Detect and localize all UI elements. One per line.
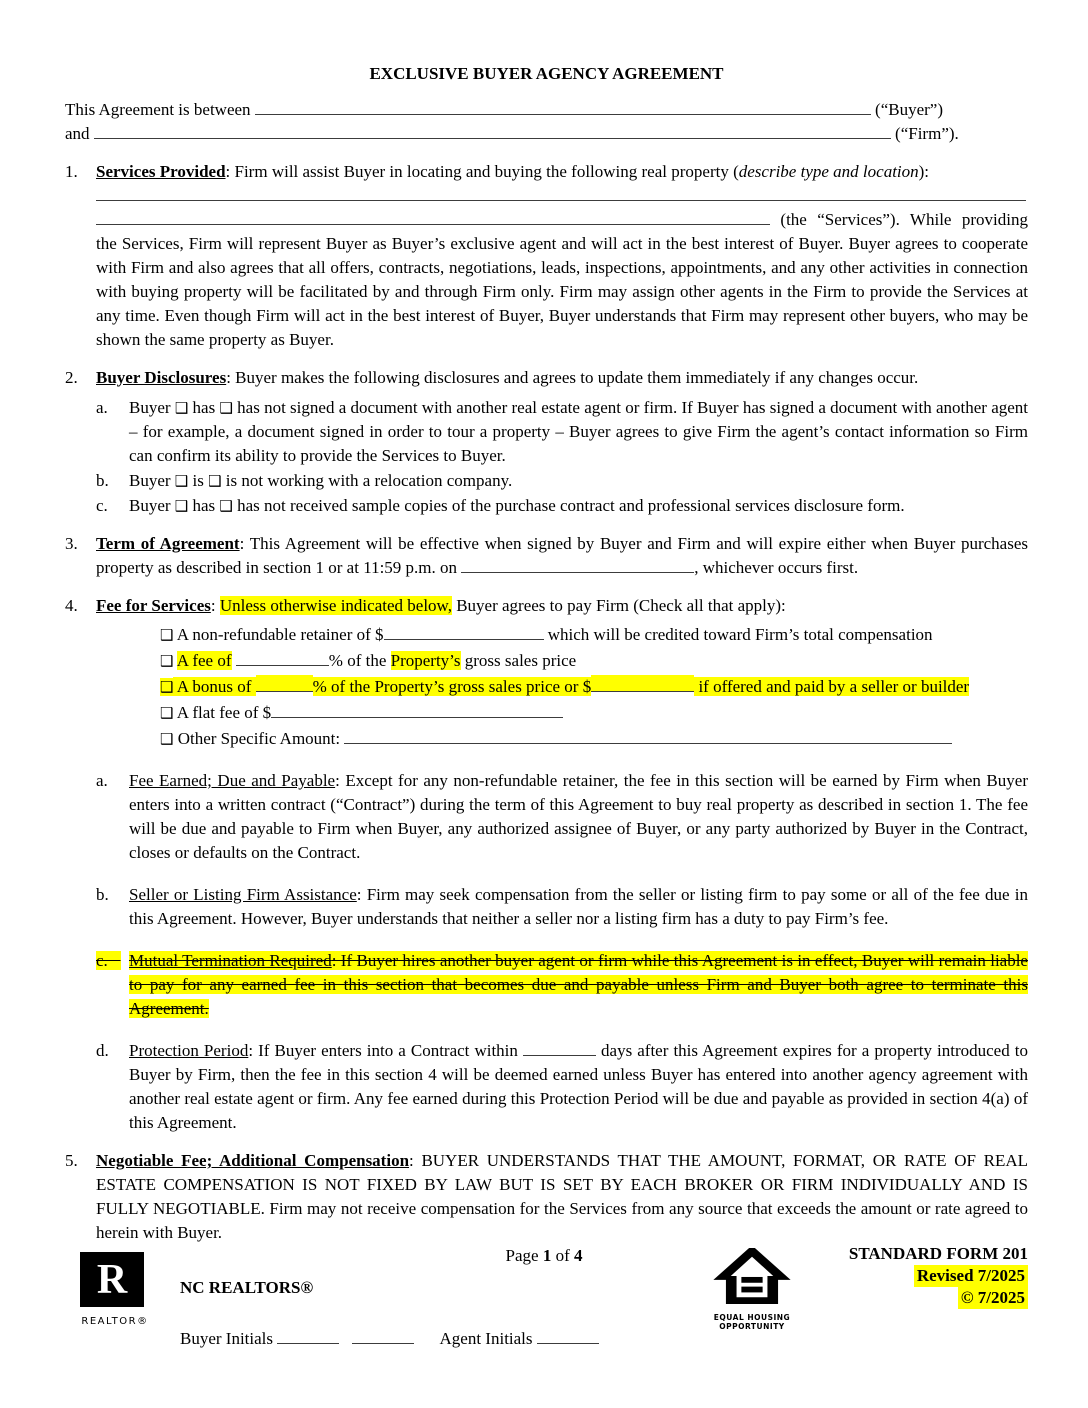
section-4-fee-for-services — [65, 594, 1028, 1135]
text-run: a. — [96, 771, 108, 790]
text-run: Agent Initials — [414, 1329, 537, 1348]
disclosure-item-a — [96, 396, 1028, 468]
section-5-negotiable-fee — [65, 1149, 1028, 1245]
text-run: A non-refundable retainer of $ — [173, 625, 384, 644]
document-title: EXCLUSIVE BUYER AGENCY AGREEMENT — [369, 64, 724, 83]
text-run: c. — [96, 496, 108, 515]
section-4-lead — [96, 594, 1028, 618]
checkbox[interactable]: ❑ — [219, 497, 233, 515]
form-identification — [849, 1243, 1028, 1309]
section-number: 5. — [65, 1151, 78, 1170]
text-run: is not working with a relocation company. — [221, 471, 513, 490]
item-letter — [96, 396, 129, 468]
text-run: Buyer Disclosures — [96, 368, 227, 387]
section-3-text — [96, 532, 1028, 580]
text-run: Buyer — [129, 471, 175, 490]
text-run: b. — [96, 885, 109, 904]
nc-realtors-label: NC REALTORS® — [180, 1278, 314, 1297]
fee-options-list — [160, 623, 1028, 751]
fill-in-blank[interactable] — [523, 1039, 596, 1056]
text-run: has — [188, 496, 220, 515]
text-run: has not received sample copies of the purchase contract and professional services disclosure form. — [232, 496, 905, 515]
text-run: Term of Agreement — [96, 534, 240, 553]
realtor-logo-caption: REALTOR® — [81, 1316, 149, 1327]
disclosure-c-text — [129, 494, 1028, 518]
checkbox[interactable]: ❑ — [174, 472, 189, 490]
text-run: d. — [96, 1041, 109, 1060]
checkbox[interactable]: ❑ — [160, 626, 174, 644]
text-run: Seller or Listing Firm Assistance — [129, 885, 357, 904]
section-5-text — [96, 1149, 1028, 1245]
section-1-text — [96, 160, 1028, 352]
text-run: if offered and paid by a seller or builder — [694, 677, 970, 696]
fill-in-blank[interactable] — [271, 701, 563, 718]
text-run: b. — [96, 471, 109, 490]
section-number: 2. — [65, 368, 78, 387]
text-run: % of the — [328, 651, 391, 670]
text-run: is — [188, 471, 209, 490]
text-run: : Firm may seek compensation from the seller or listing firm to pay some or all of the fee due in this Agreement. However, Buyer understands that neither a seller nor a listing firm has a duty to pay Firm’s fee. — [129, 885, 1028, 928]
text-run: A flat fee of $ — [173, 703, 272, 722]
text-run: of — [551, 1246, 574, 1265]
text-run: Other Specific Amount: — [173, 729, 345, 748]
text-run: : If Buyer enters into a Contract within — [248, 1041, 523, 1060]
fee-option-percent — [160, 649, 1028, 673]
equal-housing-house-icon — [713, 1248, 791, 1304]
text-run: Buyer — [129, 496, 175, 515]
checkbox[interactable]: ❑ — [174, 497, 189, 515]
fill-in-blank[interactable] — [96, 184, 1026, 201]
item-letter — [96, 949, 129, 1021]
realtor-logo — [80, 1252, 150, 1334]
fill-in-blank[interactable] — [591, 675, 694, 692]
section-3-term-of-agreement — [65, 532, 1028, 580]
section-2-lead — [96, 366, 1028, 390]
fill-in-blank[interactable] — [255, 98, 871, 115]
section-number: 4. — [65, 596, 78, 615]
text-run: (the “Services”). While providing the Services, Firm will represent Buyer as Buyer’s exclusive agent and will act in the best interest of Buyer. Buyer agrees to cooperate with Firm and also agrees that all offers, contracts, negotiations, leads, inspections, appointments, and any other activities in connection with buying property will be facilitated by and through Firm only. Firm may assign other agents in the Firm to provide the Services at any time. Even though Firm will act in the best interest of Buyer, Buyer understands that Firm may represent other buyers, who may be shown the same property as Buyer. — [96, 210, 1028, 349]
text-run: Services Provided — [96, 162, 226, 181]
text-run: and — [65, 124, 94, 143]
text-run: (“Firm”). — [890, 124, 959, 143]
text-run: describe type and location — [738, 162, 919, 181]
text-run: 1 — [542, 1246, 552, 1265]
disclosure-b-text — [129, 469, 1028, 493]
eho-caption-line1: EQUAL HOUSING — [713, 1313, 791, 1322]
text-run: has not signed a document with another real estate agent or firm. If Buyer has signed a document with another agent – for example, a document signed in order to tour a property – Buyer agrees to give Firm the agent’s contact information so Firm can confirm its ability to provide the Services to Buyer. — [129, 398, 1029, 465]
standard-form-label: STANDARD FORM 201 — [848, 1244, 1028, 1263]
item-letter — [96, 469, 129, 493]
fee-sub-c-mutual-termination — [96, 949, 1028, 1021]
section-number: 3. — [65, 534, 78, 553]
text-run: , whichever occurs first. — [694, 558, 859, 577]
text-run: Property’s — [390, 651, 461, 670]
fill-in-blank[interactable] — [236, 649, 329, 666]
text-run: Unless otherwise indicated below, — [219, 596, 452, 615]
fee-option-other-amount — [160, 727, 1028, 751]
text-run: : Firm will assist Buyer in locating and buying the following real property ( — [225, 162, 739, 181]
fee-sub-a-fee-earned — [96, 769, 1028, 865]
text-run: (“Buyer”) — [870, 100, 943, 119]
text-run: days after this Agreement expires for a property introduced to Buyer by Firm, then the fee in this section 4 will be deemed earned unless Buyer has entered into another agency agreement with another real estate agent or firm. Any fee earned during this Protection Period will be due and payable as provided in section 4(a) of this Agreement. — [129, 1041, 1028, 1132]
fill-in-blank[interactable] — [537, 1327, 599, 1344]
text-run: Mutual Termination Required — [129, 951, 332, 970]
equal-housing-opportunity-logo — [712, 1248, 792, 1331]
checkbox[interactable]: ❑ — [160, 730, 174, 748]
disclosure-item-c — [96, 494, 1028, 518]
text-run: has — [188, 398, 220, 417]
fill-in-blank[interactable] — [344, 727, 952, 744]
fill-in-blank[interactable] — [352, 1327, 414, 1344]
text-run: Buyer — [129, 398, 175, 417]
text-run: gross sales price — [460, 651, 577, 670]
text-run: 4 — [573, 1246, 583, 1265]
text-run: Fee for Services — [96, 596, 211, 615]
item-letter — [96, 769, 129, 865]
text-run: A bonus of — [173, 677, 256, 696]
item-letter — [96, 494, 129, 518]
fill-in-blank[interactable] — [461, 556, 694, 573]
fee-option-retainer — [160, 623, 1028, 647]
text-run: Fee Earned; Due and Payable — [129, 771, 336, 790]
eho-caption-line2: OPPORTUNITY — [719, 1322, 785, 1331]
section-1-services-provided — [65, 160, 1028, 352]
checkbox[interactable]: ❑ — [160, 704, 174, 722]
realtor-logo-icon: R — [80, 1252, 144, 1307]
text-run: Buyer agrees to pay Firm (Check all that apply): — [451, 596, 786, 615]
text-run: c. — [96, 951, 121, 970]
text-run: a. — [96, 398, 108, 417]
disclosure-a-text — [129, 396, 1028, 468]
fill-in-blank[interactable] — [384, 623, 544, 640]
copyright-date-label: © 7/2025 — [958, 1287, 1028, 1309]
checkbox[interactable]: ❑ — [208, 472, 222, 490]
fill-in-blank[interactable] — [96, 208, 770, 225]
protection-period-text — [129, 1039, 1028, 1135]
parties-intro — [65, 98, 1028, 146]
item-letter — [96, 1039, 129, 1135]
text-run: which will be credited toward Firm’s total compensation — [543, 625, 933, 644]
text-run: : Buyer makes the following disclosures and agrees to update them immediately if any changes occur. — [226, 368, 919, 387]
disclosure-item-b — [96, 469, 1028, 493]
fee-earned-text — [129, 769, 1028, 865]
text-run: % of the Property’s gross sales price or $ — [312, 677, 592, 696]
text-run: : — [210, 596, 220, 615]
text-run: : BUYER UNDERSTANDS THAT THE AMOUNT, FORMAT, OR RATE OF REAL ESTATE COMPENSATION IS NOT FIXED BY LAW BUT IS SET BY EACH BROKER OR FIRM INDIVIDUALLY AND IS FULLY NEGOTIABLE. Firm may not receive compensation for the Services from any source that exceeds the amount or rate agreed to herein with Buyer. — [96, 1151, 1028, 1242]
fee-option-bonus — [160, 675, 1028, 699]
item-letter — [96, 883, 129, 931]
text-run: Negotiable Fee; Additional Compensation — [96, 1151, 410, 1170]
section-number: 1. — [65, 162, 78, 181]
fill-in-blank[interactable] — [256, 675, 313, 692]
text-run: A fee of — [176, 651, 232, 670]
text-run: Buyer Initials — [180, 1329, 278, 1348]
checkbox[interactable]: ❑ — [160, 678, 174, 696]
initials-row — [180, 1327, 599, 1351]
section-2-buyer-disclosures — [65, 366, 1028, 518]
text-run: This Agreement is between — [65, 100, 255, 119]
fee-sub-d-protection-period — [96, 1039, 1028, 1135]
text-run: Page — [505, 1246, 543, 1265]
seller-assistance-text — [129, 883, 1028, 931]
text-run: ): — [918, 162, 930, 181]
checkbox[interactable]: ❑ — [219, 399, 233, 417]
fee-option-flat-fee — [160, 701, 1028, 725]
text-run: : If Buyer hires another buyer agent or firm while this Agreement is in effect, Buyer will remain liable to pay for any earned fee in this section that becomes due and payable unless Firm and Buyer both agree to terminate this Agreement. — [129, 951, 1028, 1018]
text-run: Protection Period — [129, 1041, 249, 1060]
text-run: : Except for any non-refundable retainer, the fee in this section will be earned by Firm when Buyer enters into a written contract (“Contract”) during the term of this Agreement to buy real property as described in section 1. The fee will be due and payable to Firm when Buyer, any authorized assignee of Buyer, or any party authorized by Buyer in the Contract, closes or defaults on the Contract. — [129, 771, 1028, 862]
checkbox[interactable]: ❑ — [160, 652, 174, 670]
section-2-sublist — [96, 396, 1028, 518]
mutual-termination-text — [129, 949, 1028, 1021]
fill-in-blank[interactable] — [277, 1327, 339, 1344]
fee-sub-b-seller-assistance — [96, 883, 1028, 931]
fill-in-blank[interactable] — [94, 122, 891, 139]
text-run — [339, 1329, 352, 1348]
text-run: : This Agreement will be effective when signed by Buyer and Firm and will expire either when Buyer purchases property as described in section 1 or at 11:59 p.m. on — [96, 534, 1028, 577]
checkbox[interactable]: ❑ — [174, 399, 189, 417]
revised-date-label: Revised 7/2025 — [914, 1265, 1028, 1287]
